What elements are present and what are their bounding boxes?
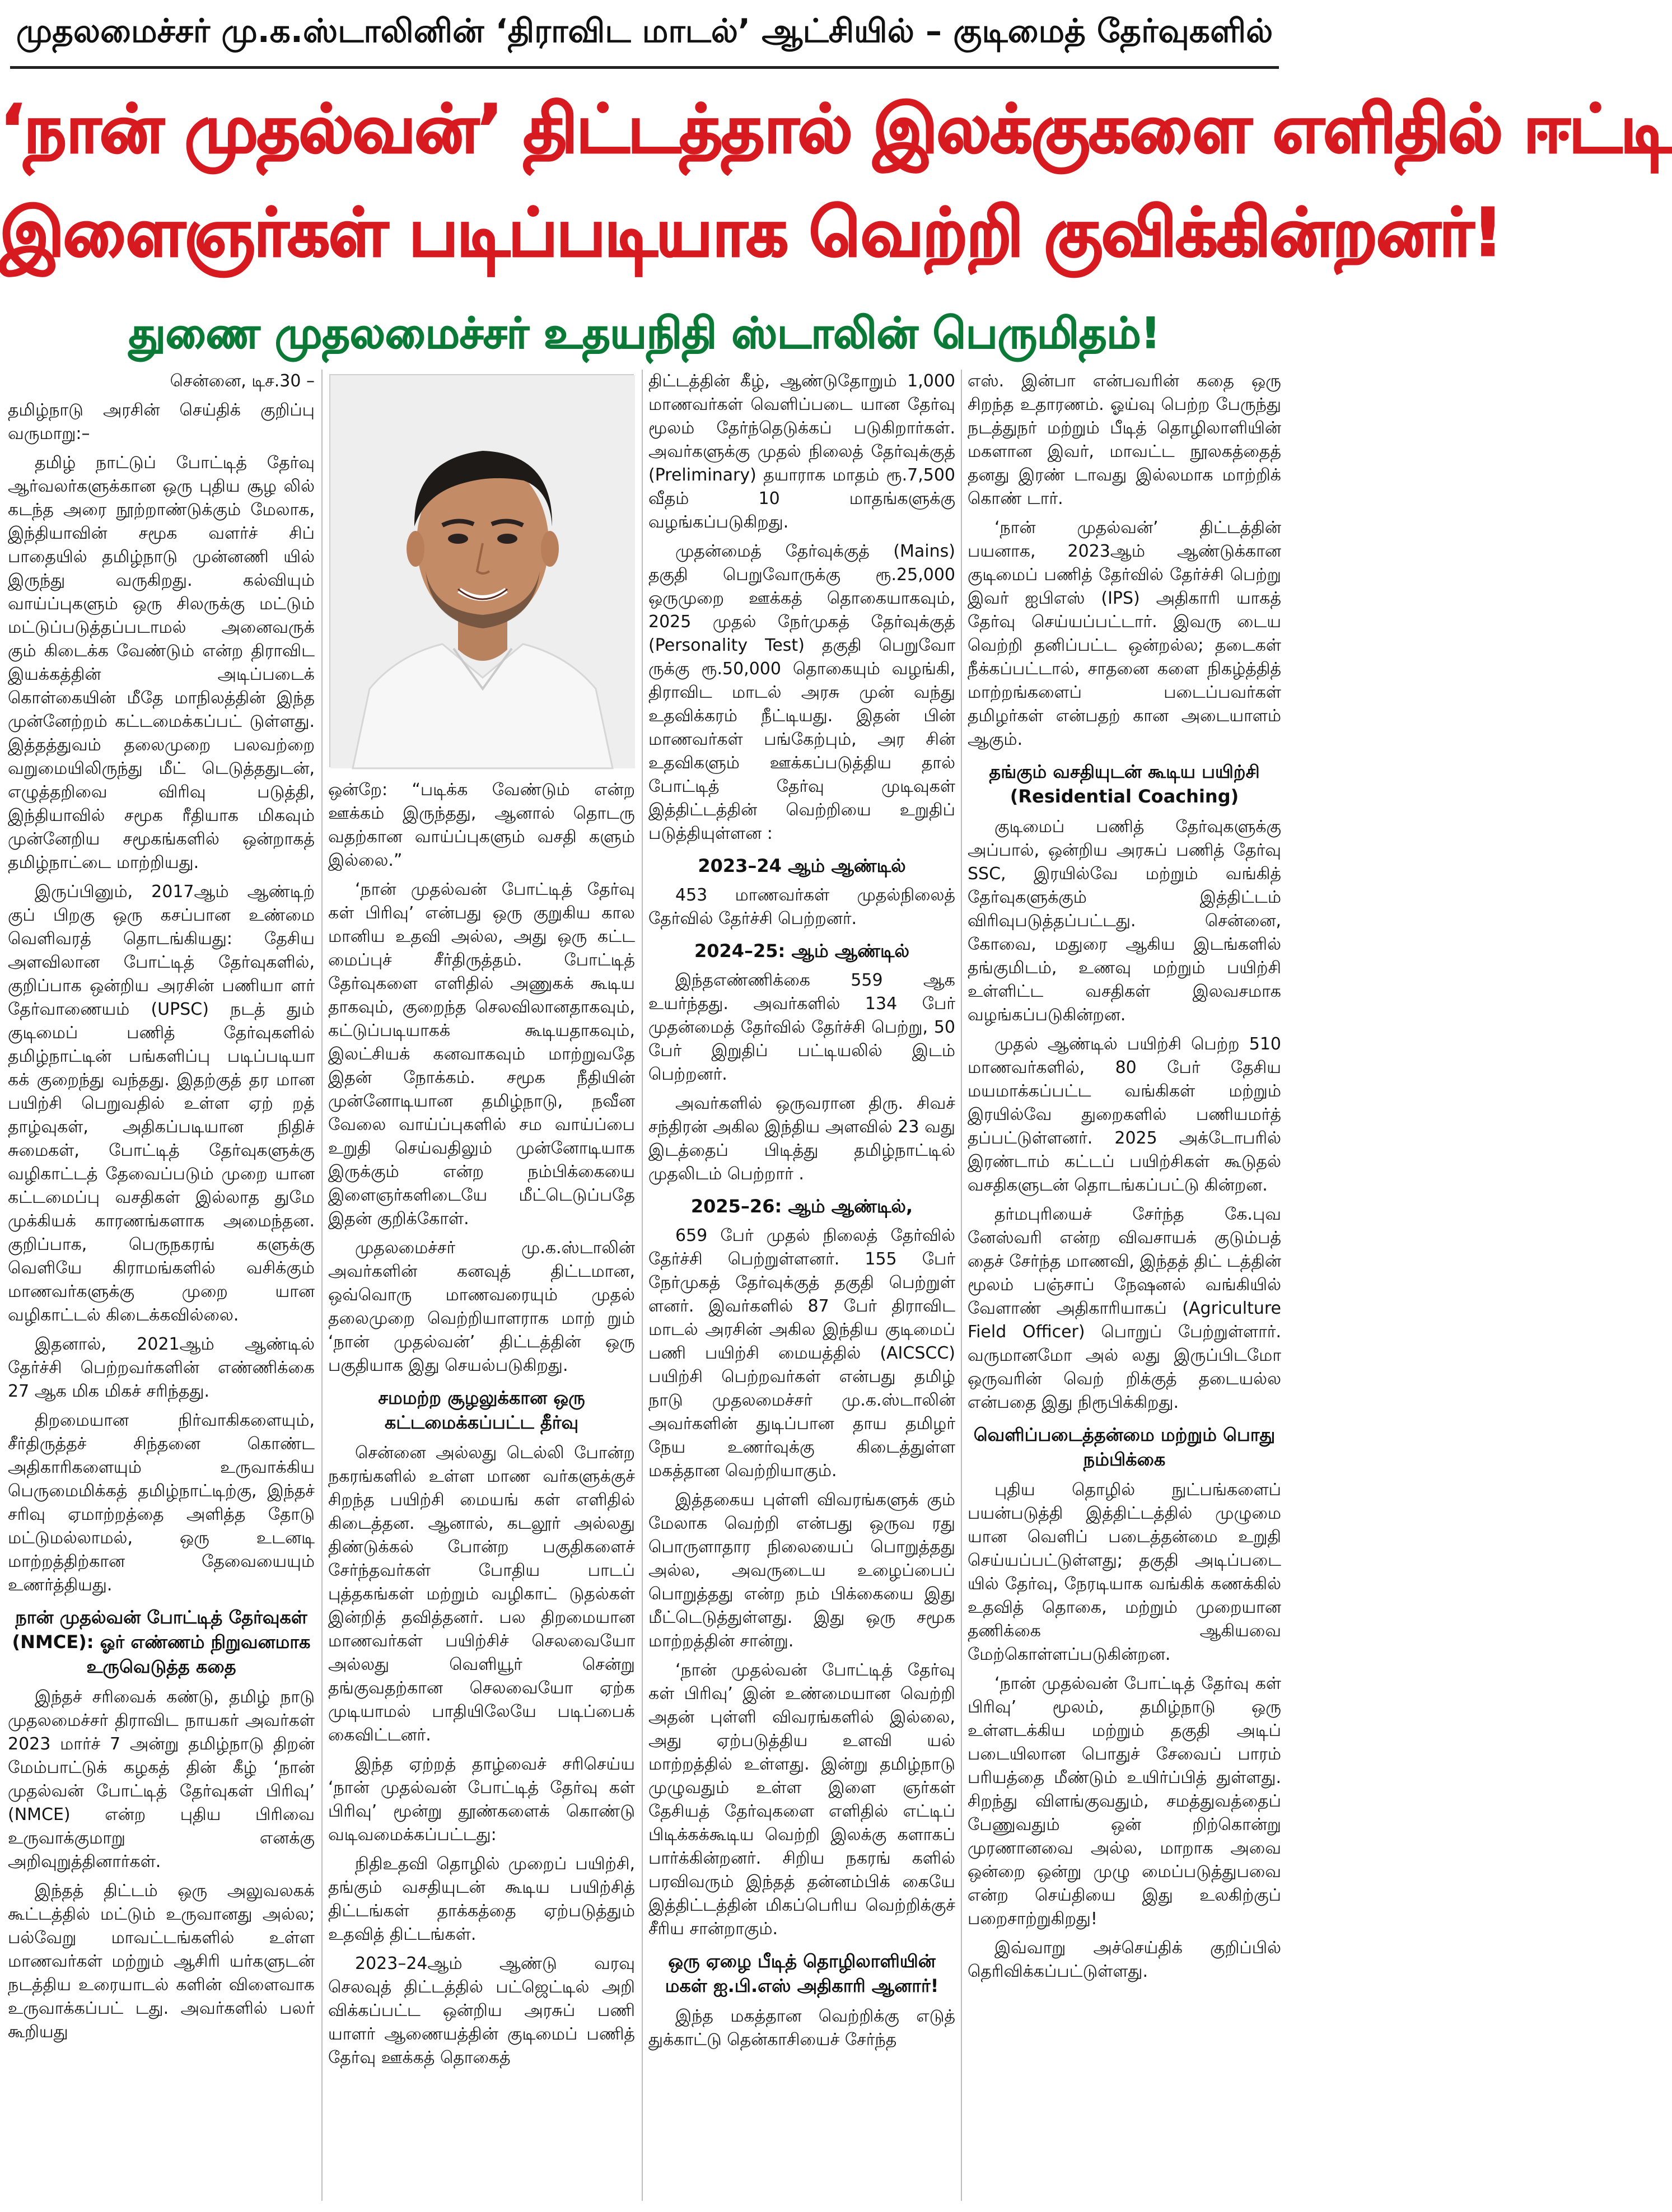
dateline: சென்னை, டிச.30 – bbox=[170, 371, 315, 391]
paragraph: முதல் ஆண்டில் பயிற்சி பெற்ற 510 மாணவர்களில், 80 பேர் தேசிய மயமாக்கப்பட்ட வங்கிகள் மற்றும் இரயில்வே துறைகளில் பணியமர்த் தப்பட்டுள்ளனர். 2025 அக்டோபரில் இரண்டாம் கட்டப் பயிற்சிகள் கூடுதல் வசதிகளுடன் தொடங்கப்பட்டு கின்றன. bbox=[968, 1034, 1281, 1195]
year-heading: 2025–26: ஆம் ஆண்டில், bbox=[690, 1196, 913, 1217]
paragraph: ‘நான் முதல்வன் போட்டித் தேர்வு கள் பிரிவு’ மூலம், தமிழ்நாடு ஒரு உள்ளடக்கிய மற்றும் தகுதி அடிப் படையிலான பொதுச் சேவைப் பாரம் பரியத்தை மீண்டும் உயிர்ப்பித் துள்ளது. சிறந்து விளங்குவதும், சமத்துவத்தைப் பேணுவதும் ஒன் றிற்கொன்று முரணானவை அல்ல, மாறாக அவை ஒன்றை ஒன்று முழு மைப்படுத்துபவை என்ற செய்தியை இது உலகிற்குப் பறைசாற்றுகிறது! bbox=[968, 1674, 1281, 1929]
paragraph: இதனால், 2021ஆம் ஆண்டில் தேர்ச்சி பெற்றவர்களின் எண்ணிக்கை 27 ஆக மிக மிகச் சரிந்தது. bbox=[8, 1334, 315, 1401]
paragraph: முதன்மைத் தேர்வுக்குத் (Mains) தகுதி பெறுவோருக்கு ரூ.25,000 ஒருமுறை ஊக்கத் தொகையாகவும், 2025 முதல் நேர்முகத் தேர்வுக்குத் (Personality Test) தகுதி பெறுவோ ருக்கு ரூ.50,000 தொகையும் வழங்கி, திராவிட மாடல் அரசு முன் வந்து உதவிக்கரம் நீட்டியது. இதன் பின் மாணவர்கள் பங்கேற்பும், அர சின் உதவிகளும் ஊக்கப்படுத்திய தால் போட்டித் தேர்வு முடிவுகள் இத்திட்டத்தின் வெற்றியை உறுதிப் படுத்தியுள்ளன : bbox=[648, 542, 955, 843]
year-heading: 2024–25: ஆம் ஆண்டில் bbox=[694, 940, 910, 962]
headline-kicker: முதலமைச்சர் மு.க.ஸ்டாலினின் ‘திராவிட மாடல்’ ஆட்சியில் – குடிமைத் தேர்வுகளில் bbox=[16, 12, 1273, 50]
section-heading: ஒரு ஏழை பீடித் தொழிலாளியின் மகள் ஐ.பி.எஸ் அதிகாரி ஆனார்! bbox=[665, 1950, 939, 1996]
year-heading: 2023–24 ஆம் ஆண்டில் bbox=[698, 855, 906, 876]
column-divider bbox=[642, 370, 643, 2201]
section-heading: வெளிப்படைத்தன்மை மற்றும் பொது நம்பிக்கை bbox=[973, 1424, 1276, 1470]
paragraph: ஒன்றே: “படிக்க வேண்டும் என்ற ஊக்கம் இருந்தது, ஆனால் தொடரு வதற்கான வாய்ப்புகளும் வசதி களும் இல்லை.” bbox=[328, 780, 635, 870]
paragraph: இந்த மகத்தான வெற்றிக்கு எடுத் துக்காட்டு தென்காசியைச் சேர்ந்த bbox=[648, 2006, 955, 2050]
paragraph: இந்தத் திட்டம் ஒரு அலுவலகக் கூட்டத்தில் மட்டும் உருவானது அல்ல; பல்வேறு மாவட்டங்களில் உள்ள மாணவர்கள் மற்றும் ஆசிரி யர்களுடன் நடத்திய உரையாடல் களின் விளைவாக உருவாக்கப்பட் டது. அவர்களில் பலர் கூறியது bbox=[8, 1881, 315, 2042]
paragraph: ‘நான் முதல்வன்’ திட்டத்தின் பயனாக, 2023ஆம் ஆண்டுக்கான குடிமைப் பணித் தேர்வில் தேர்ச்சி பெற்று இவர் ஐபிஎஸ் (IPS) அதிகாரி யாகத் தேர்வு செய்யப்பட்டார். இவரு டைய வெற்றி தனிப்பட்ட ஒன்றல்ல; தடைகள் நீக்கப்பட்டால், சாதனை களை நிகழ்த்தித் மாற்றங்களைப் படைப்பவர்கள் தமிழர்கள் என்பதற் கான அடையாளம் ஆகும். bbox=[968, 518, 1281, 749]
paragraph: இருப்பினும், 2017ஆம் ஆண்டிற் குப் பிறகு ஒரு கசப்பான உண்மை வெளிவரத் தொடங்கியது: தேசிய அளவிலான போட்டித் தேர்வுகளில், குறிப்பாக ஒன்றிய அரசின் பணியா ளர் தேர்வாணையம் (UPSC) நடத் தும் குடிமைப் பணித் தேர்வுகளில் தமிழ்நாட்டின் பங்களிப்பு படிப்படியா கக் குறைந்து வந்தது. இதற்குத் தர மான பயிற்சி பெறுவதில் உள்ள ஏற் றத் தாழ்வுகள், அதிகப்படியான நிதிச் சுமைகள், போட்டித் தேர்வுகளுக்கு வழிகாட்டத் தேவைப்படும் முறை யான கட்டமைப்பு வசதிகள் இல்லாத துமே முக்கியக் காரணங்களாக அமைந்தன. குறிப்பாக, பெருநகரங் களுக்கு வெளியே கிராமங்களில் வசிக்கும் மாணவர்களுக்கு முறை யான வழிகாட்டல் கிடைக்கவில்லை. bbox=[8, 882, 315, 1325]
section-heading: தங்கும் வசதியுடன் கூடிய பயிற்சி (Residential Coaching) bbox=[989, 761, 1260, 807]
paragraph: இந்த ஏற்றத் தாழ்வைச் சரிசெய்ய ‘நான் முதல்வன் போட்டித் தேர்வு கள் பிரிவு’ மூன்று தூண்களைக் கொண்டு வடிவமைக்கப்பட்டது: bbox=[328, 1754, 635, 1845]
paragraph: 2023–24ஆம் ஆண்டு வரவு செலவுத் திட்டத்தில் பட்ஜெட்டில் அறி விக்கப்பட்ட ஒன்றிய அரசுப் பணி யாளர் ஆணையத்தின் குடிமைப் பணித் தேர்வு ஊக்கத் தொகைத் bbox=[328, 1954, 635, 2068]
paragraph: திறமையான நிர்வாகிகளையும், சீர்திருத்தச் சிந்தனை கொண்ட அதிகாரிகளையும் உருவாக்கிய பெருமைமிக்கத் தமிழ்நாட்டிற்கு, இந்தச் சரிவு ஏமாற்றத்தை அளித்த தோடு மட்டுமல்லாமல், ஒரு உடனடி மாற்றத்திற்கான தேவையையும் உணர்த்தியது. bbox=[8, 1411, 315, 1595]
paragraph: சென்னை அல்லது டெல்லி போன்ற நகரங்களில் உள்ள மாண வர்களுக்குச் சிறந்த பயிற்சி மையங் கள் எளிதில் கிடைத்தன. ஆனால், கடலூர் அல்லது திண்டுக்கல் போன்ற பகுதிகளைச் சேர்ந்தவர்கள் போதிய பாடப் புத்தகங்கள் மற்றும் வழிகாட் டுதல்கள் இன்றித் தவித்தனர். பல திறமையான மாணவர்கள் பயிற்சிச் செலவையோ அல்லது வெளியூர் சென்று தங்குவதற்கான செலவையோ ஏற்க முடியாமல் பாதியிலேயே படிப்பைக் கைவிட்டனர். bbox=[328, 1443, 635, 1745]
paragraph: நிதிஉதவி தொழில் முறைப் பயிற்சி, தங்கும் வசதியுடன் கூடிய பயிற்சித் திட்டங்கள் தாக்கத்தை ஏற்படுத்தும் உதவித் திட்டங்கள். bbox=[328, 1854, 635, 1944]
paragraph: குடிமைப் பணித் தேர்வுகளுக்கு அப்பால், ஒன்றிய அரசுப் பணித் தேர்வு SSC, இரயில்வே மற்றும் வங்கித் தேர்வுகளுக்கும் இத்திட்டம் விரிவுபடுத்தப்பட்டது. சென்னை, கோவை, மதுரை ஆகிய இடங்களில் தங்குமிடம், உணவு மற்றும் பயிற்சி உள்ளிட்ட வசதிகள் இலவசமாக வழங்கப்படுகின்றன. bbox=[968, 817, 1281, 1025]
headline-line-2: இளைஞர்கள் படிப்படியாக வெற்றி குவிக்கின்றனர்! bbox=[0, 194, 1502, 271]
column-divider bbox=[321, 370, 323, 2201]
paragraph: இந்தச் சரிவைக் கண்டு, தமிழ் நாடு முதலமைச்சர் திராவிட நாயகர் அவர்கள் 2023 மார்ச் 7 அன்று தமிழ்நாடு திறன் மேம்பாட்டுக் கழகத் தின் கீழ் ‘நான் முதல்வன் போட்டித் தேர்வுகள் பிரிவு’ (NMCE) என்ற புதிய பிரிவை உருவாக்குமாறு எனக்கு அறிவுறுத்தினார்கள். bbox=[8, 1687, 315, 1872]
article-column-1 bbox=[8, 370, 315, 2206]
paragraph: இவ்வாறு அச்செய்திக் குறிப்பில் தெரிவிக்கப்பட்டுள்ளது. bbox=[968, 1938, 1281, 1981]
paragraph: 659 பேர் முதல் நிலைத் தேர்வில் தேர்ச்சி பெற்றுள்ளனர். 155 பேர் நேர்முகத் தேர்வுக்குத் தகுதி பெற்றுள் ளனர். இவர்களில் 87 பேர் திராவிட மாடல் அரசின் அகில இந்திய குடிமைப் பணி பயிற்சி மையத்தில் (AICSCC) பயிற்சி பெற்றவர்கள் என்பது தமிழ் நாடு முதலமைச்சர் மு.க.ஸ்டாலின் அவர்களின் துடிப்பான தாய தமிழர் நேய உணர்வுக்கு கிடைத்துள்ள மகத்தான வெற்றியாகும். bbox=[648, 1226, 955, 1481]
article-column-2 bbox=[328, 778, 635, 2206]
section-heading: சமமற்ற சூழலுக்கான ஒரு கட்டமைக்கப்பட்ட தீர்வு bbox=[378, 1387, 585, 1433]
paragraph: எஸ். இன்பா என்பவரின் கதை ஒரு சிறந்த உதாரணம். ஓய்வு பெற்ற பேருந்து நடத்துநர் மற்றும் பீடித் தொழிலாளியின் மகளான இவர், மாவட்ட நூலகத்தைத் தனது இரண் டாவது இல்லமாக மாற்றிக் கொண் டார். bbox=[968, 371, 1281, 508]
headline-line-1: ‘நான் முதல்வன்’ திட்டத்தால் இலக்குகளை எளிதில் ஈட்டி bbox=[0, 90, 1672, 167]
article-column-3 bbox=[648, 370, 955, 2206]
paragraph: அவர்களில் ஒருவரான திரு. சிவச் சந்திரன் அகில இந்திய அளவில் 23 வது இடத்தைப் பிடித்து தமிழ்நாட்டில் முதலிடம் பெற்றார் . bbox=[648, 1094, 955, 1184]
paragraph: ‘நான் முதல்வன் போட்டித் தேர்வு கள் பிரிவு’ என்பது ஒரு குறுகிய கால மானிய உதவி அல்ல, அது ஒரு கட்ட மைப்புச் சீர்திருத்தம். போட்டித் தேர்வுகளை எளிதில் அணுகக் கூடிய தாகவும், குறைந்த செலவிலானதாகவும், கட்டுப்படியாகக் கூடியதாகவும், இலட்சியக் கனவாகவும் மாற்றுவதே இதன் நோக்கம். சமூக நீதியின் முன்னோடியான தமிழ்நாடு, நவீன வேலை வாய்ப்புகளில் சம வாய்ப்பை உறுதி செய்வதிலும் முன்னோடியாக இருக்கும் என்ற நம்பிக்கையை இளைஞர்களிடையே மீட்டெடுப்பதே இதன் குறிக்கோள். bbox=[328, 880, 635, 1229]
paragraph: புதிய தொழில் நுட்பங்களைப் பயன்படுத்தி இத்திட்டத்தில் முழுமை யான வெளிப் படைத்தன்மை உறுதி செய்யப்பட்டுள்ளது; தகுதி அடிப்படை யில் தேர்வு, நேரடியாக வங்கிக் கணக்கில் உதவித் தொகை, மற்றும் முறையான தணிக்கை ஆகியவை மேற்கொள்ளப்படுகின்றன. bbox=[968, 1480, 1281, 1664]
article-column-4 bbox=[968, 370, 1281, 2206]
paragraph: முதலமைச்சர் மு.க.ஸ்டாலின் அவர்களின் கனவுத் திட்டமான, ஒவ்வொரு மாணவரையும் முதல் தலைமுறை வெற்றியாளராக மாற் றும் ‘நான் முதல்வன்’ திட்டத்தின் ஒரு பகுதியாக இது செயல்படுகிறது. bbox=[328, 1238, 635, 1375]
paragraph: தமிழ்நாடு அரசின் செய்திக் குறிப்பு வருமாறு:– bbox=[8, 400, 315, 444]
section-heading: நான் முதல்வன் போட்டித் தேர்வுகள் (NMCE): ஓர் எண்ணம் நிறுவனமாக உருவெடுத்த கதை bbox=[12, 1607, 311, 1677]
column-divider bbox=[961, 370, 962, 2201]
portrait-photo bbox=[329, 374, 634, 767]
portrait-illustration bbox=[330, 375, 635, 768]
paragraph: ‘நான் முதல்வன் போட்டித் தேர்வு கள் பிரிவு’ இன் உண்மையான வெற்றி அதன் புள்ளி விவரங்களில் இல்லை, அது ஏற்படுத்திய உளவி யல் மாற்றத்தில் உள்ளது. இன்று தமிழ்நாடு முழுவதும் உள்ள இளை ஞர்கள் தேசியத் தேர்வுகளை எளிதில் எட்டிப் பிடிக்கக்கூடிய வெற்றி இலக்கு களாகப் பார்க்கின்றனர். சிறிய நகரங் களில் பரவிவரும் இந்தத் தன்னம்பிக் கையே இத்திட்டத்தின் மிகப்பெரிய வெற்றிக்குச் சீரிய சான்றாகும். bbox=[648, 1660, 955, 1939]
header-rule bbox=[10, 66, 1279, 69]
subheadline: துணை முதலமைச்சர் உதயநிதி ஸ்டாலின் பெருமிதம்! bbox=[128, 308, 1161, 358]
paragraph: திட்டத்தின் கீழ், ஆண்டுதோறும் 1,000 மாணவர்கள் வெளிப்படை யான தேர்வு மூலம் தேர்ந்தெடுக்கப் படுகிறார்கள். அவர்களுக்கு முதல் நிலைத் தேர்வுக்குத் (Preliminary) தயாராக மாதம் ரூ.7,500 வீதம் 10 மாதங்களுக்கு வழங்கப்படுகிறது. bbox=[648, 371, 955, 532]
paragraph: தர்மபுரியைச் சேர்ந்த கே.புவ னேஸ்வரி என்ற விவசாயக் குடும்பத் தைச் சேர்ந்த மாணவி, இந்தத் திட் டத்தின் மூலம் பஞ்சாப் நேஷனல் வங்கியில் வேளாண் அதிகாரியாகப் (Agriculture Field Officer) பொறுப் பேற்றுள்ளார். வருமானமோ அல் லது இருப்பிடமோ ஒருவரின் வெற் றிக்குத் தடையல்ல என்பதை இது நிரூபிக்கிறது. bbox=[968, 1205, 1281, 1412]
paragraph: 453 மாணவர்கள் முதல்நிலைத் தேர்வில் தேர்ச்சி பெற்றனர். bbox=[648, 885, 955, 928]
paragraph: இந்தஎண்ணிக்கை 559 ஆக உயர்ந்தது. அவர்களில் 134 பேர் முதன்மைத் தேர்வில் தேர்ச்சி பெற்று, 50 பேர் இறுதிப் பட்டியலில் இடம் பெற்றனர். bbox=[648, 970, 955, 1084]
paragraph: தமிழ் நாட்டுப் போட்டித் தேர்வு ஆர்வலர்களுக்கான ஒரு புதிய சூழ லில் கடந்த அரை நூற்றாண்டுக்கும் மேலாக, இந்தியாவின் சமூக வளர்ச் சிப் பாதையில் தமிழ்நாடு முன்னணி யில் இருந்து வருகிறது. கல்வியும் வாய்ப்புகளும் ஒரு சிலருக்கு மட்டும் மட்டுப்படுத்தப்படாமல் அனைவருக் கும் கிடைக்க வேண்டும் என்ற திராவிட இயக்கத்தின் அடிப்படைக் கொள்கையின் மீதே மாநிலத்தின் இந்த முன்னேற்றம் கட்டமைக்கப்பட் டுள்ளது. இத்தத்துவம் தலைமுறை பலவற்றை வறுமையிலிருந்து மீட் டெடுத்ததுடன், எழுத்தறிவை விரிவு படுத்தி, இந்தியாவில் சமூக ரீதியாக மிகவும் முன்னேறிய சமூகங்களில் ஒன்றாகத் தமிழ்நாட்டை மாற்றியது. bbox=[8, 453, 315, 872]
paragraph: இத்தகைய புள்ளி விவரங்களுக் கும் மேலாக வெற்றி என்பது ஒருவ ரது பொருளாதார நிலையைப் பொறுத்தது அல்ல, அவருடைய உழைப்பைப் பொறுத்தது என்ற நம் பிக்கையை இது மீட்டெடுத்துள்ளது. இது ஒரு சமூக மாற்றத்தின் சான்று. bbox=[648, 1490, 955, 1651]
